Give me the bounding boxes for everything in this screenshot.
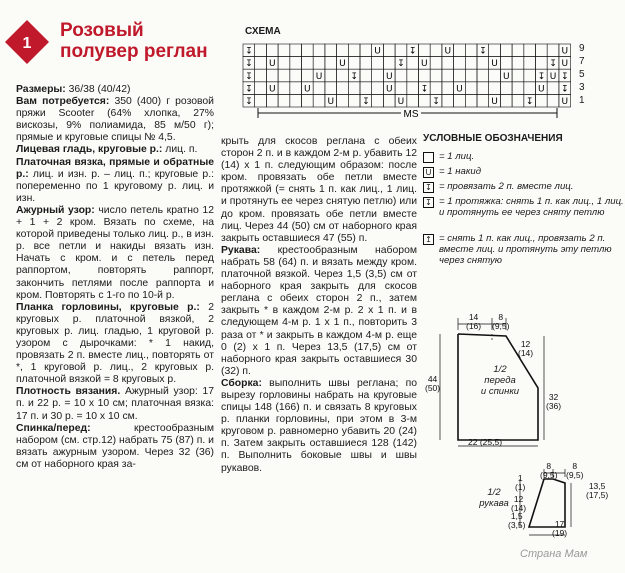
svg-text:↧: ↧ (245, 71, 253, 82)
svg-text:↧: ↧ (245, 59, 253, 70)
dim-half-width: 22 (25,5) (468, 437, 503, 447)
svg-text:U: U (304, 84, 311, 95)
row-number-5: 5 (579, 69, 585, 80)
finishing-text: выполнить швы реглана; по вырезу горловины набрать на круговые спицы 148 (166) п. и связать 8 круговых р. планки горловины, при этом в 3-м круговом р. равномерно убавить 20 (24) п. Затем закрыть оставшиеся 128 (142) п. Выполнить боковые швы и швы рукавов. (221, 377, 417, 474)
legend-text-yarn-over: = 1 накид (439, 166, 482, 177)
svg-text:U: U (385, 84, 393, 95)
svg-text:U: U (491, 97, 498, 107)
materials-text: 350 (400) г розовой пряжи Scooter (64% хлопка, 27% вискозы, 9% полиамида, 85 м/50 г); прямые и круговые спицы № 4,5. (16, 96, 214, 144)
title-line-2: полувер реглан (60, 41, 208, 62)
svg-text:U: U (315, 71, 323, 82)
legend-text-knit: = 1 лиц. (439, 151, 475, 162)
repeat-label: MS (403, 109, 419, 120)
schema-title: СХЕМА (245, 26, 281, 37)
svg-text:U: U (444, 46, 452, 57)
section-number-badge (5, 20, 49, 64)
dim-total-length: 44 (50) (425, 374, 441, 393)
sleeve-pattern-label: 1/2 рукава (479, 487, 509, 509)
garter-text: лиц. и изн. р. – лиц. п.; круговые р.: попеременно по 1 круговому р. лиц. и изн. (16, 168, 214, 204)
svg-text:↧: ↧ (245, 84, 253, 95)
svg-text:U: U (538, 84, 545, 95)
dim-side-length: 32 (36) (546, 392, 562, 411)
row-number-7: 7 (579, 56, 585, 67)
svg-text:↧: ↧ (560, 84, 569, 95)
finishing-label: Сборка: (221, 377, 262, 389)
neckband-label: Планка горловины, круговые р.: (16, 301, 200, 313)
svg-text:U: U (561, 59, 569, 70)
pattern-title (60, 20, 208, 62)
dim-sleeve-left-b: 12 (14) (511, 494, 527, 513)
row-number-3: 3 (579, 82, 585, 93)
svg-text:U: U (374, 46, 381, 57)
dim-sleeve-height: 13,5 (17,5) (586, 481, 609, 500)
lace-pattern-text: число петель кратно 12 + 1 + 2 кром. Вязать по схеме, на которой приведены только лиц. р., в изн. р. все петли и накиды вязать изн. Начать с кром. и с петель перед раппортом, повторять раппорт, закончить петлями после раппорта и кром. Повторять с 1-го по 10-й р. (16, 204, 214, 301)
neckband-text: 2 круговых р. платочной вязкой, 2 круговых р. лиц. гладью, 1 круговой р. узором с дырочками: * 1 накид, провязать 2 п. вместе лиц., повторять от *, 1 круговой р. лиц., 2 круговых р. платочной вязкой = 8 круговых р. (16, 301, 214, 386)
dim-raglan-height: 12 (14) (518, 339, 534, 358)
arrow-down-square-icon: ↧ (423, 182, 434, 193)
svg-text:↧: ↧ (537, 71, 546, 82)
row-number-1: 1 (579, 95, 585, 106)
legend-text-k2tog: = провязать 2 п. вместе лиц. (439, 181, 574, 192)
svg-text:↧: ↧ (245, 46, 253, 57)
sizes-text: 36/38 (40/42) (65, 84, 131, 95)
garter-label: Платочная вязка, прямые и обратные р.: (16, 156, 214, 180)
svg-text:↧: ↧ (560, 71, 569, 82)
row-number-9: 9 (579, 43, 585, 54)
title-line-1: Розовый (60, 20, 144, 41)
instructions-column-1 (16, 84, 214, 471)
svg-text:↧: ↧ (397, 59, 405, 70)
svg-text:↧: ↧ (362, 97, 370, 107)
arrow-up-square-icon: ↥ (423, 234, 434, 245)
dim-neck-width: 14 (16) (466, 312, 482, 331)
svg-text:U: U (456, 84, 463, 95)
lace-pattern-label: Ажурный узор: (16, 204, 95, 216)
svg-text:U: U (421, 59, 428, 70)
svg-text:↧: ↧ (479, 46, 487, 57)
svg-text:U: U (385, 71, 393, 82)
dim-sleeve-left-a: 1 (1) (515, 473, 526, 492)
legend-text-sk2p: = снять 1 п. как лиц., провязать 2 п. вместе лиц. и протянуть эту петлю через снятую (439, 233, 612, 266)
svg-text:U: U (397, 97, 405, 107)
svg-text:U: U (327, 97, 335, 107)
u-square-icon: U (423, 167, 434, 178)
svg-text:U: U (561, 97, 569, 107)
chart-grid (243, 44, 571, 107)
gauge-label: Плотность вязания. (16, 386, 121, 398)
sizes-label: Размеры: (16, 84, 66, 95)
svg-text:U: U (268, 59, 276, 70)
lace-chart (240, 42, 576, 124)
sleeves-text: крестообразным набором набрать 58 (64) п. и вязать между кром. платочной вязкой. Через 1,5 (3,5) см от наборного края закрыть для скосов реглана с обеих сторон 2 п., затем закрыть * в каждом 2-м р. 2 х 1 п. и в следующем 4-м р. 1 х 1 п., повторить 3 раза от * и закрыть в каждом 4-м р. еще 0 (2) х 1 п. Через 13,5 (17,5) см от наборного края закрыть оставшиеся 30 (32) п. (221, 244, 417, 377)
svg-text:U: U (549, 71, 557, 82)
svg-text:U: U (491, 59, 498, 70)
dim-sleeve-top-a: 8 (9,5) (540, 461, 558, 480)
svg-text:U: U (339, 59, 346, 70)
sleeves-label: Рукава: (221, 244, 261, 256)
arrow-down-bar-square-icon: ↧ (423, 197, 434, 208)
instructions-column-2 (221, 136, 417, 475)
empty-square-icon (423, 152, 434, 163)
watermark: Страна Мам (520, 548, 588, 560)
svg-text:U: U (561, 46, 569, 57)
svg-text:↧: ↧ (408, 46, 417, 57)
gauge-text: Ажурный узор: 17 п. и 22 р. = 10 х 10 см; платочная вязка: 17 п. и 30 р. = 10 х 10 см. (16, 386, 214, 422)
svg-text:U: U (268, 84, 276, 95)
svg-text:↧: ↧ (350, 71, 358, 82)
legend-text-skp: = 1 протяжка: снять 1 п. как лиц., 1 лиц. и протянуть ее через сняту петлю (439, 196, 624, 218)
svg-text:↧: ↧ (432, 97, 440, 107)
back-front-label: Спинка/перед: (16, 422, 91, 434)
svg-text:↧: ↧ (525, 97, 534, 107)
dim-sleeve-top-b: 8 (9,5) (566, 461, 584, 480)
svg-text:↧: ↧ (549, 59, 557, 70)
dim-sleeve-cuff: 1,5 (3,5) (508, 511, 526, 530)
stockinette-text: лиц. п. (162, 144, 198, 156)
back-front-continued: крыть для скосов реглана с обеих сторон 2 п. и в каждом 2-м р. убавить 12 (14) х 1 п. следующим образом: после кром. провязать обе петли вместе протяжкой (= снять 1 п. как лиц., 1 лиц. и протянуть ее через снятую петлю) или до кром. провязать обе петли вместе лиц. Через 44 (50) см от наборного края закрыть оставшиеся 47 (55) п. (221, 136, 417, 244)
legend-title: УСЛОВНЫЕ ОБОЗНАЧЕНИЯ (423, 133, 563, 144)
svg-text:↧: ↧ (420, 84, 429, 95)
stockinette-label: Лицевая гладь, круговые р.: (16, 144, 163, 156)
back-front-text: крестообразным набором (см. стр.12) набрать 75 (87) п. и вязать ажурным узором. Через 32 (36) см от наборного края за- (16, 422, 214, 470)
dim-shoulder-width: 8 (9,5) (492, 312, 510, 331)
materials-label: Вам потребуется: (16, 96, 110, 108)
badge-number: 1 (22, 35, 32, 52)
dim-sleeve-width: 17 (19) (552, 519, 568, 538)
body-pattern-label: 1/2 переда и спинки (480, 364, 520, 397)
svg-text:↧: ↧ (245, 97, 253, 107)
svg-text:U: U (502, 71, 510, 82)
